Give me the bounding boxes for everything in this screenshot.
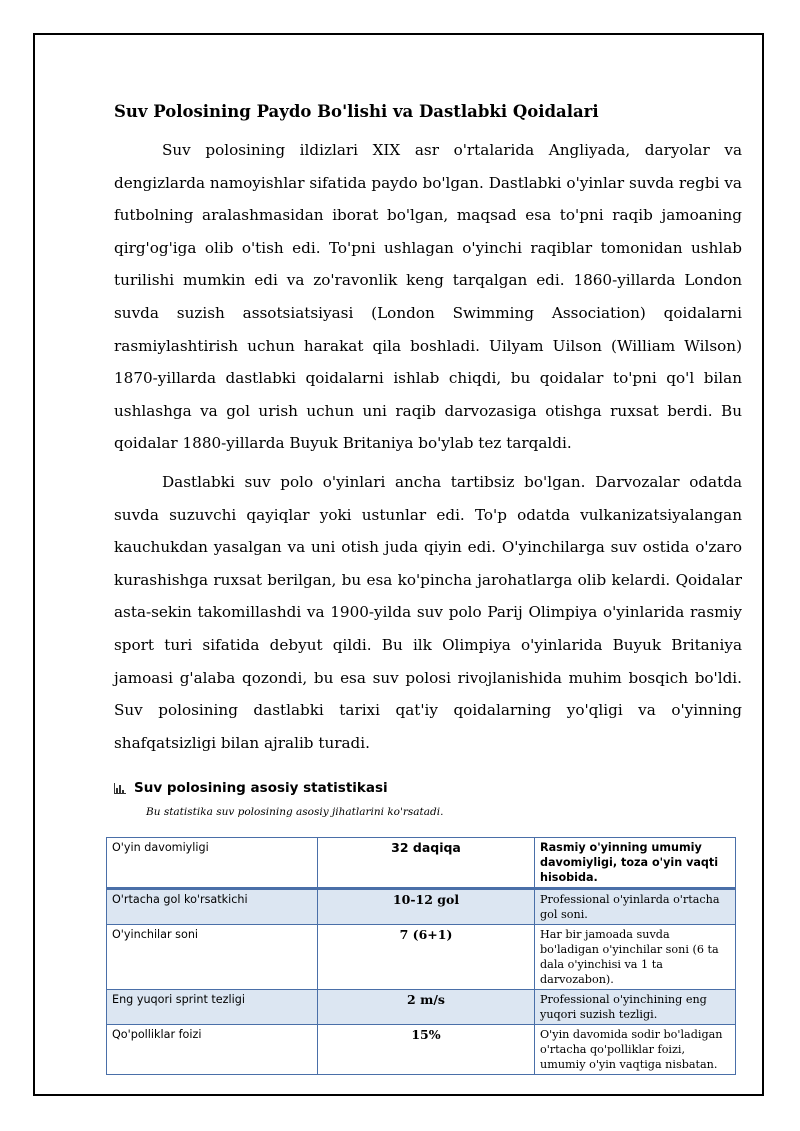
stat-value: 32 daqiqa (318, 838, 535, 889)
table-row (107, 838, 736, 889)
stat-label: O'yinchilar soni (107, 925, 318, 990)
bar-chart-icon (114, 783, 126, 794)
paragraph-2: Dastlabki suv polo o'yinlari ancha tartibsiz bo'lgan. Darvozalar odatda suvda suzuvchi qayiqlar yoki ustunlar edi. To'p odatda vulkanizatsiyalangan kauchukdan yasalgan va uni otish juda qiyin edi. O'yinchilarga suv ostida o'zaro kurashishga ruxsat berilgan, bu esa ko'pincha jarohatlarga olib kelardi. Qoidalar asta-sekin takomillashdi va 1900-yilda suv polo Parij Olimpiya o'yinlarida rasmiy sport turi sifatida debyut qildi. Bu ilk Olimpiya o'yinlarida Buyuk Britaniya jamoasi g'alaba qozondi, bu esa suv polosi rivojlanishida muhim bosqich bo'ldi. Suv polosining dastlabki tarixi qat'iy qoidalarning yo'qligi va o'yinning shafqatsizligi bilan ajralib turadi. (114, 472, 742, 752)
table-row (107, 1025, 736, 1075)
document-body (114, 100, 742, 829)
stat-label: O'yin davomiyligi (107, 838, 318, 889)
stat-note: Rasmiy o'yinning umumiy davomiyligi, toza o'yin vaqti hisobida. (535, 838, 736, 889)
stats-heading-text: Suv polosining asosiy statistikasi (134, 780, 388, 797)
stat-label: Qo'polliklar foizi (107, 1025, 318, 1075)
stat-value: 2 m/s (318, 990, 535, 1025)
table-row (107, 990, 736, 1025)
stat-note: Professional o'yinchining eng yuqori suzish tezligi. (535, 990, 736, 1025)
table-row (107, 889, 736, 925)
table-row (107, 925, 736, 990)
document-title: Suv Polosining Paydo Bo'lishi va Dastlabki Qoidalari (114, 102, 599, 121)
stat-value: 10-12 gol (318, 889, 535, 925)
stats-heading (114, 777, 742, 799)
stats-caption: Bu statistika suv polosining asosiy jihatlarini ko'rsatadi. (146, 806, 444, 819)
stat-value: 15% (318, 1025, 535, 1075)
stat-label: O'rtacha gol ko'rsatkichi (107, 889, 318, 925)
stats-table (106, 837, 736, 1075)
stat-note: Professional o'yinlarda o'rtacha gol soni. (535, 889, 736, 925)
stat-label: Eng yuqori sprint tezligi (107, 990, 318, 1025)
stat-note: Har bir jamoada suvda bo'ladigan o'yinchilar soni (6 ta dala o'yinchisi va 1 ta darvozabon). (535, 925, 736, 990)
paragraph-1: Suv polosining ildizlari XIX asr o'rtalarida Angliyada, daryolar va dengizlarda namoyishlar sifatida paydo bo'lgan. Dastlabki o'yinlar suvda regbi va futbolning aralashmasidan iborat bo'lgan, maqsad esa to'pni raqib jamoaning qirg'og'iga olib o'tish edi. To'pni ushlagan o'yinchi raqiblar tomonidan ushlab turilishi mumkin edi va zo'ravonlik keng tarqalgan edi. 1860-yillarda London suvda suzish assotsiatsiyasi (London Swimming Association) qoidalarni rasmiylashtirish uchun harakat qila boshladi. Uilyam Uilson (William Wilson) 1870-yillarda dastlabki qoidalarni ishlab chiqdi, bu qoidalar to'pni qo'l bilan ushlashga va gol urish uchun uni raqib darvozasiga otishga ruxsat berdi. Bu qoidalar 1880-yillarda Buyuk Britaniya bo'ylab tez tarqaldi. (114, 141, 742, 453)
stat-value: 7 (6+1) (318, 925, 535, 990)
stat-note: O'yin davomida sodir bo'ladigan o'rtacha qo'polliklar foizi, umumiy o'yin vaqtiga nisbatan. (535, 1025, 736, 1075)
